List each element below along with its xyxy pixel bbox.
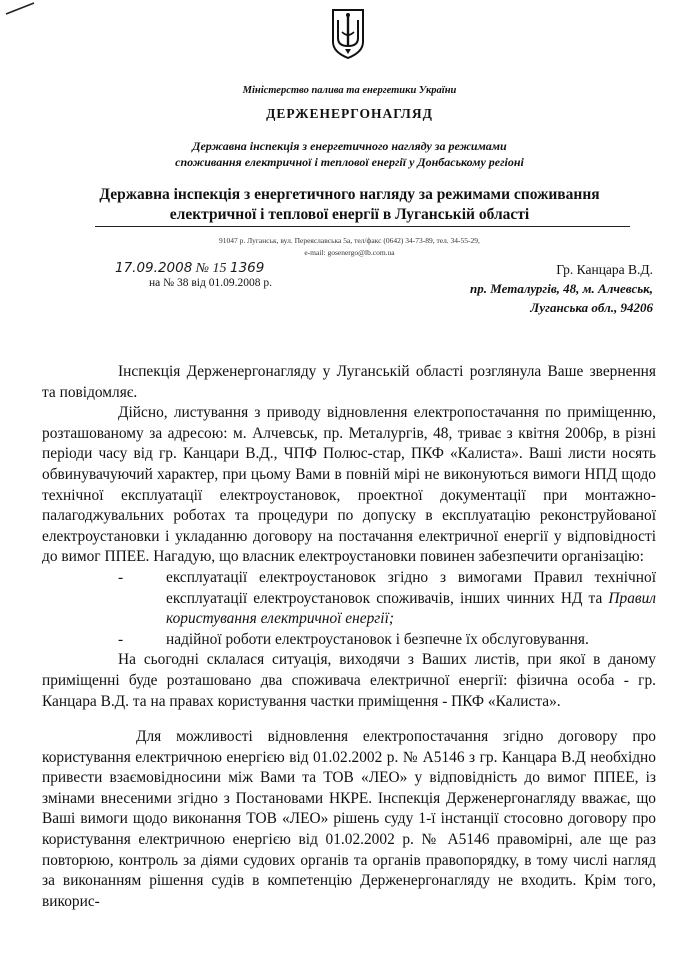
contact-email: e-mail: gosenergo@lb.com.ua: [304, 248, 395, 257]
agency-name: ДЕРЖЕНЕРГОНАГЛЯД: [266, 106, 433, 121]
recipient-address-line2: Луганська обл., 94206: [530, 300, 653, 315]
outgoing-date: 17.09.2008: [115, 260, 193, 276]
letter-body: [42, 362, 656, 912]
bullet-1-text: експлуатації електроустановок згідно з вимогами Правил технічної експлуатації електроустановок споживачів, інших чинних НД та: [166, 568, 656, 607]
bullet-dash: -: [118, 568, 124, 586]
recipient-block: [470, 260, 653, 317]
recipient-address-line1: пр. Металургів, 48, м. Алчевськ,: [470, 281, 653, 296]
paragraph-3: На сьогодні склалася ситуація, виходячи з Ваших листів, при якої в даному приміщенні буде розташовано два споживача електричної енергії: фізична особа - гр. Канцара В.Д. та на правах користування частки приміщення - ПКФ «Калиста».: [42, 651, 656, 710]
outgoing-number: 1369: [230, 260, 265, 276]
bullet-item-2: [42, 630, 656, 651]
outgoing-prefix: № 15: [195, 261, 227, 276]
scan-mark: [0, 0, 40, 20]
donbas-inspection-line2: споживання електричної і теплової енергії у Донбаському регіоні: [175, 155, 524, 169]
incoming-reference: на № 38 від 01.09.2008 р.: [149, 277, 272, 289]
paragraph-1: Інспекція Держенергонагляду у Луганській області розглянула Ваше звернення та повідомляє.: [42, 363, 656, 401]
outgoing-reference: [115, 260, 264, 277]
contact-address: 91047 р. Луганськ, вул. Переяславська 5а, тел/факс (0642) 34-73-89, тел. 34-55-29,: [219, 236, 480, 245]
recipient-name: Гр. Канцара В.Д.: [556, 262, 653, 277]
ministry-name: Міністерство палива та енергетики України: [242, 85, 457, 96]
donbas-inspection-line1: Державна інспекція з енергетичного нагляду за режимами: [192, 139, 507, 153]
paragraph-4: Для можливості відновлення електропостачання згідно договору про користування електричною енергією від 01.02.2002 р. № А5146 з гр. Канцара В.Д необхідно привести взаємовідносини між Вами та ТОВ «ЛЕО» у відповідність до вимог ППЕЕ, із змінами внесеними згідно з Постановами НКРЕ. Інспекція Держенергонагляду вважає, що Ваші вимоги щодо виконання ТОВ «ЛЕО» рішень суду 1-ї інстанції стосовно договору про користування електричною енергією від 01.02.2002 р. № А5146 правомірні, але ще раз повторюю, контроль за діями судових органів та органів правопорядку, в тому числі нагляд за виконанням рішення судів в компетенцію Держенергонагляду не входить. Крім того, викорис-: [42, 728, 656, 910]
luhansk-inspection-line2: електричної і теплової енергії в Луганській області: [169, 206, 530, 223]
paragraph-2: Дійсно, листування з приводу відновлення електропостачання по приміщенню, розташованому за адресою: м. Алчевськ, пр. Металургів, 48, триває з квітня 2006р, в різні періоди часу від гр. Канцари В.Д., ЧПФ Полюс-стар, ПКФ «Калиста». Ваші листи носять обвинувачуючий характер, при цьому Вами в повній мірі не виконуються вимоги НПД щодо технічної експлуатації електроустановок, проектної документації при монтажно-палагоджувальних роботах та процедури по допуску в експлуатацію реконструйованої електроустановки і укладанню договору на постачання електричної енергії у відповідності до вимог ППЕЕ. Нагадую, що власник електроустановки повинен забезпечити організацію:: [42, 404, 656, 566]
bullet-dash: -: [118, 630, 124, 648]
bullet-2-text: надійної роботи електроустановок і безпечне їх обслуговування.: [166, 630, 589, 648]
paragraph-spacer: [42, 712, 656, 727]
letterhead-divider: [95, 226, 630, 227]
bullet-item-1: [42, 568, 656, 630]
luhansk-inspection-line1: Державна інспекція з енергетичного нагляду за режимами споживання: [99, 186, 600, 203]
trident-emblem-icon: [330, 8, 366, 60]
bullet-1-rules-title: Правил користування електричної енергії;: [166, 589, 656, 628]
